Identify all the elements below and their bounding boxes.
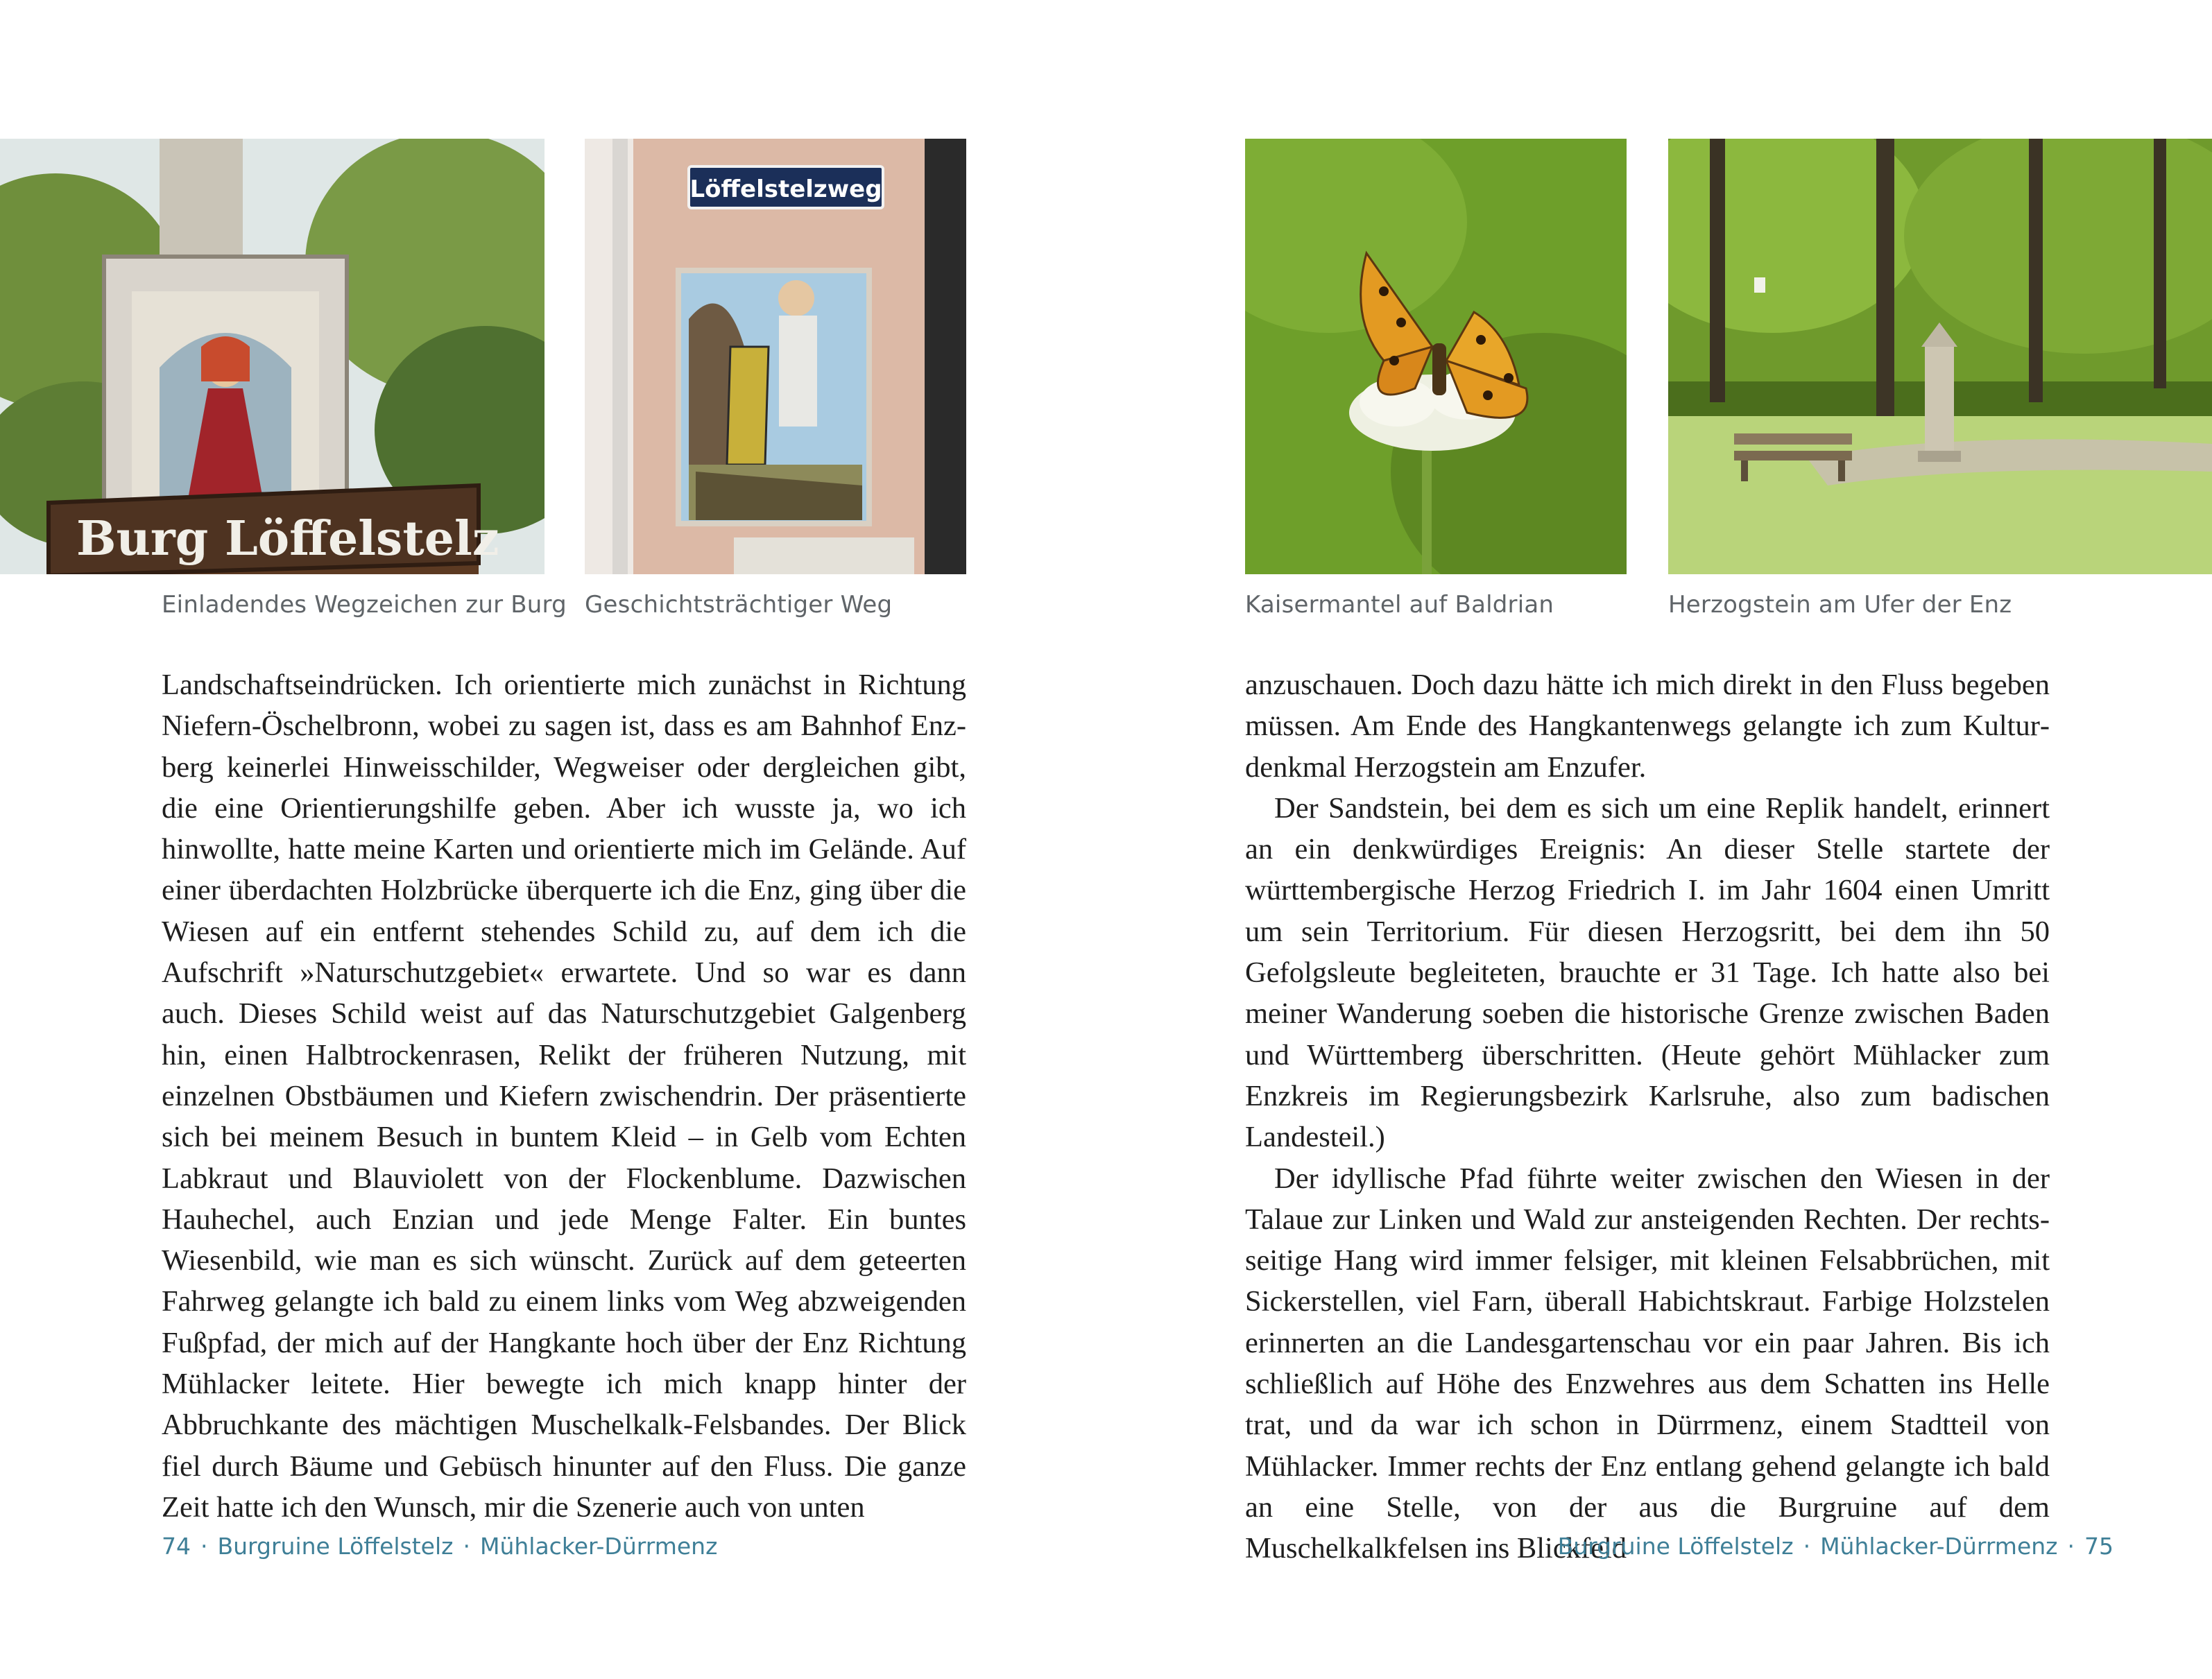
left-footer [162, 1533, 717, 1560]
right-footer [1558, 1533, 2114, 1560]
right-page-number: 75 [2084, 1533, 2114, 1560]
left-body-text [162, 664, 966, 1528]
right-footer-place: Mühlacker-Dürrmenz [1820, 1533, 2058, 1560]
right-paragraph-3: Der idyllische Pfad führte weiter zwischen den Wiesen in der Talaue zur Linken und Wald zur ansteigenden Rechten. Der rechtsseitige Hang wird immer felsiger, mit kleinen Felsabbrüchen, mit Sickerstellen, viel Farn, überall Habichtskraut. Farbige Holzstelen erinnerten an die Landesgartenschau vor ein paar Jahren. Bis ich schließlich auf Höhe des Enzwehres aus dem Schatten ins Helle trat, und da war ich schon in Dürrmenz, einem Stadtteil von Mühlacker. Immer rechts der Enz entlang gehend gelangte ich bald an eine Stelle, von der aus die Burgruine auf dem Muschelkalkfelsen ins Blickfeld [1245, 1162, 2050, 1565]
photo-herzogstein [1668, 139, 2212, 574]
right-page [1106, 0, 2212, 1679]
caption-historic-path: Geschichtsträchtiger Weg [585, 591, 893, 619]
caption-butterfly: Kaisermantel auf Baldrian [1245, 591, 1554, 619]
street-sign-text: Löffelstelzweg [689, 175, 882, 203]
footer-separator: · [463, 1533, 470, 1560]
caption-herzogstein: Herzogstein am Ufer der Enz [1668, 591, 2012, 619]
caption-burg-sign: Einladendes Wegzeichen zur Burg [162, 591, 567, 619]
footer-separator: · [1803, 1533, 1811, 1560]
butterfly-image [1245, 139, 1627, 574]
burg-sign-image [0, 139, 545, 574]
photo-historic-path [585, 139, 966, 574]
historic-path-image [585, 139, 966, 574]
footer-separator: · [200, 1533, 208, 1560]
left-footer-title: Burgruine Löffelstelz [217, 1533, 454, 1560]
right-paragraph-1: anzuschauen. Doch dazu hätte ich mich direkt in den Fluss begeben müssen. Am Ende des Hangkantenwegs gelangte ich zum Kulturdenkmal Herzogstein am Enzufer. [1245, 669, 2050, 784]
footer-separator: · [2067, 1533, 2075, 1560]
right-body-text [1245, 664, 2050, 1569]
right-paragraph-2: Der Sandstein, bei dem es sich um eine Replik handelt, erinnert an ein denkwürdiges Ereignis: An dieser Stelle startete der württembergische Herzog Friedrich I. im Jahr 1604 einen Umritt um sein Territorium. Für diesen Herzogsritt, bei dem ihn 50 Gefolgsleute begleiteten, brauchte er 31 Tage. Ich hatte also bei meiner Wanderung soeben die historische Grenze zwischen Baden und Württemberg überschritten. (Heute gehört Mühlacker zum Enzkreis im Regierungsbezirk Karlsruhe, also zum badischen Landesteil.) [1245, 791, 2050, 1154]
left-footer-place: Mühlacker-Dürrmenz [479, 1533, 718, 1560]
photo-butterfly [1245, 139, 1627, 574]
burg-sign-text: Burg Löffelstelz [76, 511, 499, 567]
herzogstein-image [1668, 139, 2212, 574]
right-footer-title: Burgruine Löffelstelz [1557, 1533, 1794, 1560]
left-page-number: 74 [162, 1533, 191, 1560]
left-paragraph-1: Landschaftseindrücken. Ich orientierte mich zunächst in Richtung Niefern-Öschelbronn, wobei zu sagen ist, dass es am Bahnhof Enzberg keinerlei Hinweisschilder, Wegweiser oder dergleichen gibt, die eine Orientierungshilfe geben. Aber ich wusste ja, wo ich hinwollte, hatte meine Karten und orientierte mich im Gelände. Auf einer überdachten Holzbrücke überquerte ich die Enz, ging über die Wiesen auf ein entfernt stehendes Schild zu, auf dem ich die Aufschrift »Naturschutzgebiet« erwartete. Und so war es dann auch. Dieses Schild weist auf das Naturschutzgebiet Galgenberg hin, einen Halbtrockenrasen, Relikt der früheren Nutzung, mit einzelnen Obstbäumen und Kiefern zwischendrin. Der präsentierte sich bei meinem Besuch in buntem Kleid – in Gelb vom Echten Labkraut und Blauviolett von der Flockenblume. Dazwischen Hauhechel, auch Enzian und jede Menge Falter. Ein buntes Wiesenbild, wie man es sich wünscht. Zurück auf dem geteerten Fahrweg gelangte ich bald zu einem links vom Weg abzweigenden Fußpfad, der mich auf der Hangkante hoch über der Enz Richtung Mühlacker leitete. Hier bewegte ich mich knapp hinter der Abbruchkante des mächtigen Muschelkalk-Felsbandes. Der Blick fiel durch Bäume und Gebüsch hinunter auf den Fluss. Die ganze Zeit hatte ich den Wunsch, mir die Szenerie auch von unten [162, 669, 966, 1524]
photo-burg-sign [0, 139, 545, 574]
